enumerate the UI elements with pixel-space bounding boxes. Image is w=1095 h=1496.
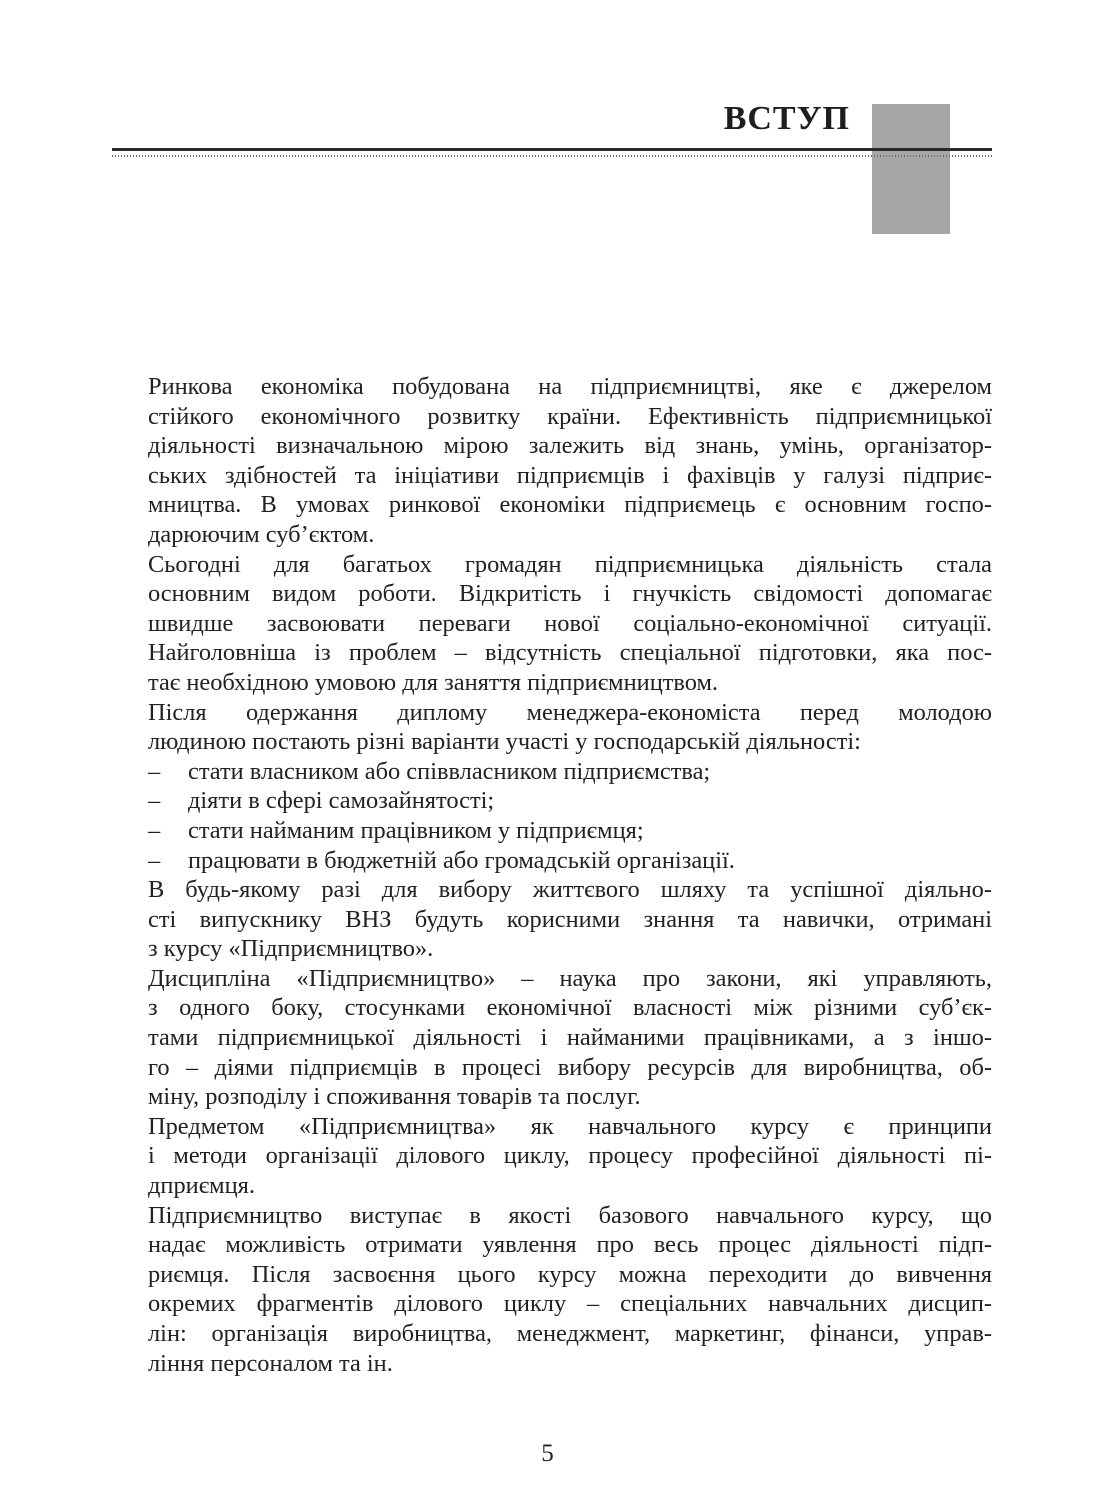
list-item-text: працювати в бюджетній або громадській організації. (188, 846, 735, 874)
text-line: окремих фрагментів ділового циклу – спеціальних навчальних дисцип- (148, 1290, 992, 1318)
paragraph-subject (112, 1112, 992, 1201)
paragraph-discipline (112, 964, 992, 1112)
list-item (112, 846, 992, 876)
paragraph-career (112, 875, 992, 964)
text-line: міну, розподілу і споживання товарів та послуг. (148, 1083, 641, 1111)
list-item-text: стати власником або співвласником підприємства; (188, 757, 711, 785)
paragraph-diploma (112, 698, 992, 757)
text-line: лін: організація виробництва, менеджмент, маркетинг, фінанси, управ- (148, 1320, 992, 1347)
text-line: тами підприємницької діяльності і найманими працівниками, а з іншо- (148, 1024, 992, 1052)
text-line: сті випускнику ВНЗ будуть корисними знання та навички, отримані (148, 905, 992, 933)
text-line: з одного боку, стосунками економічної власності між різними суб’єк- (148, 994, 992, 1022)
text-line: В будь-якому разі для вибору життєвого шляху та успішної діяльно- (148, 876, 992, 904)
text-line: Ринкова економіка побудована на підприємництві, яке є джерелом (148, 373, 992, 400)
text-line: основним видом роботи. Відкритість і гнучкість свідомості допомагає (148, 580, 992, 608)
list-item (112, 786, 992, 816)
text-line: швидше засвоювати переваги нової соціально-економічної ситуації. (148, 609, 992, 637)
text-line: Підприємництво виступає в якості базового навчального курсу, що (148, 1201, 992, 1229)
text-line: Найголовніша із проблем – відсутність спеціальної підготовки, яка пос- (148, 639, 992, 667)
text-line: і методи організації ділового циклу, процесу професійної діяльності пі- (148, 1142, 992, 1170)
list-item-text: діяти в сфері самозайнятості; (188, 787, 495, 815)
text-line: Дисципліна «Підприємництво» – наука про закони, які управляють, (148, 964, 992, 992)
text-line: діяльності визначальною мірою залежить від знань, умінь, організатор- (148, 432, 992, 460)
header-rule-dotted (112, 155, 992, 157)
dash-bullet: – (148, 757, 161, 785)
list-item (112, 816, 992, 846)
chapter-title: ВСТУП (723, 100, 850, 137)
options-list (112, 757, 992, 875)
dash-bullet: – (148, 787, 161, 815)
paragraph-today (112, 550, 992, 698)
text-line: надає можливість отримати уявлення про весь процес діяльності підп- (148, 1231, 992, 1259)
text-line: ління персоналом та ін. (148, 1349, 393, 1377)
header-rule (112, 148, 992, 151)
text-line: стійкого економічного розвитку країни. Ефективність підприємницької (148, 402, 992, 430)
text-line: людиною постають різні варіанти участі у господарській діяльності: (148, 728, 861, 756)
page-number: 5 (541, 1440, 554, 1467)
body-text (112, 372, 992, 1378)
paragraph-base-course (112, 1201, 992, 1379)
text-line: Після одержання диплому менеджера-економіста перед молодою (148, 698, 992, 726)
text-line: з курсу «Підприємництво». (148, 935, 434, 963)
text-line: дприємця. (148, 1172, 255, 1200)
list-item (112, 757, 992, 787)
chapter-marker-tab (872, 104, 950, 234)
text-line: Сьогодні для багатьох громадян підприємницька діяльність стала (148, 550, 992, 578)
paragraph-intro (112, 372, 992, 550)
dash-bullet: – (148, 846, 161, 874)
text-line: го – діями підприємців в процесі вибору ресурсів для виробництва, об- (148, 1053, 992, 1081)
text-line: Предметом «Підприємництва» як навчального курсу є принципи (148, 1112, 992, 1140)
text-line: мництва. В умовах ринкової економіки підприємець є основним госпо- (148, 491, 992, 519)
text-line: ських здібностей та ініціативи підприємців і фахівців у галузі підприє- (148, 461, 992, 489)
text-line: тає необхідною умовою для заняття підприємництвом. (148, 668, 719, 696)
text-line: дарюючим суб’єктом. (148, 520, 375, 548)
list-item-text: стати найманим працівником у підприємця; (188, 816, 644, 844)
text-line: риємця. Після засвоєння цього курсу можна переходити до вивчення (148, 1260, 992, 1288)
dash-bullet: – (148, 816, 161, 844)
